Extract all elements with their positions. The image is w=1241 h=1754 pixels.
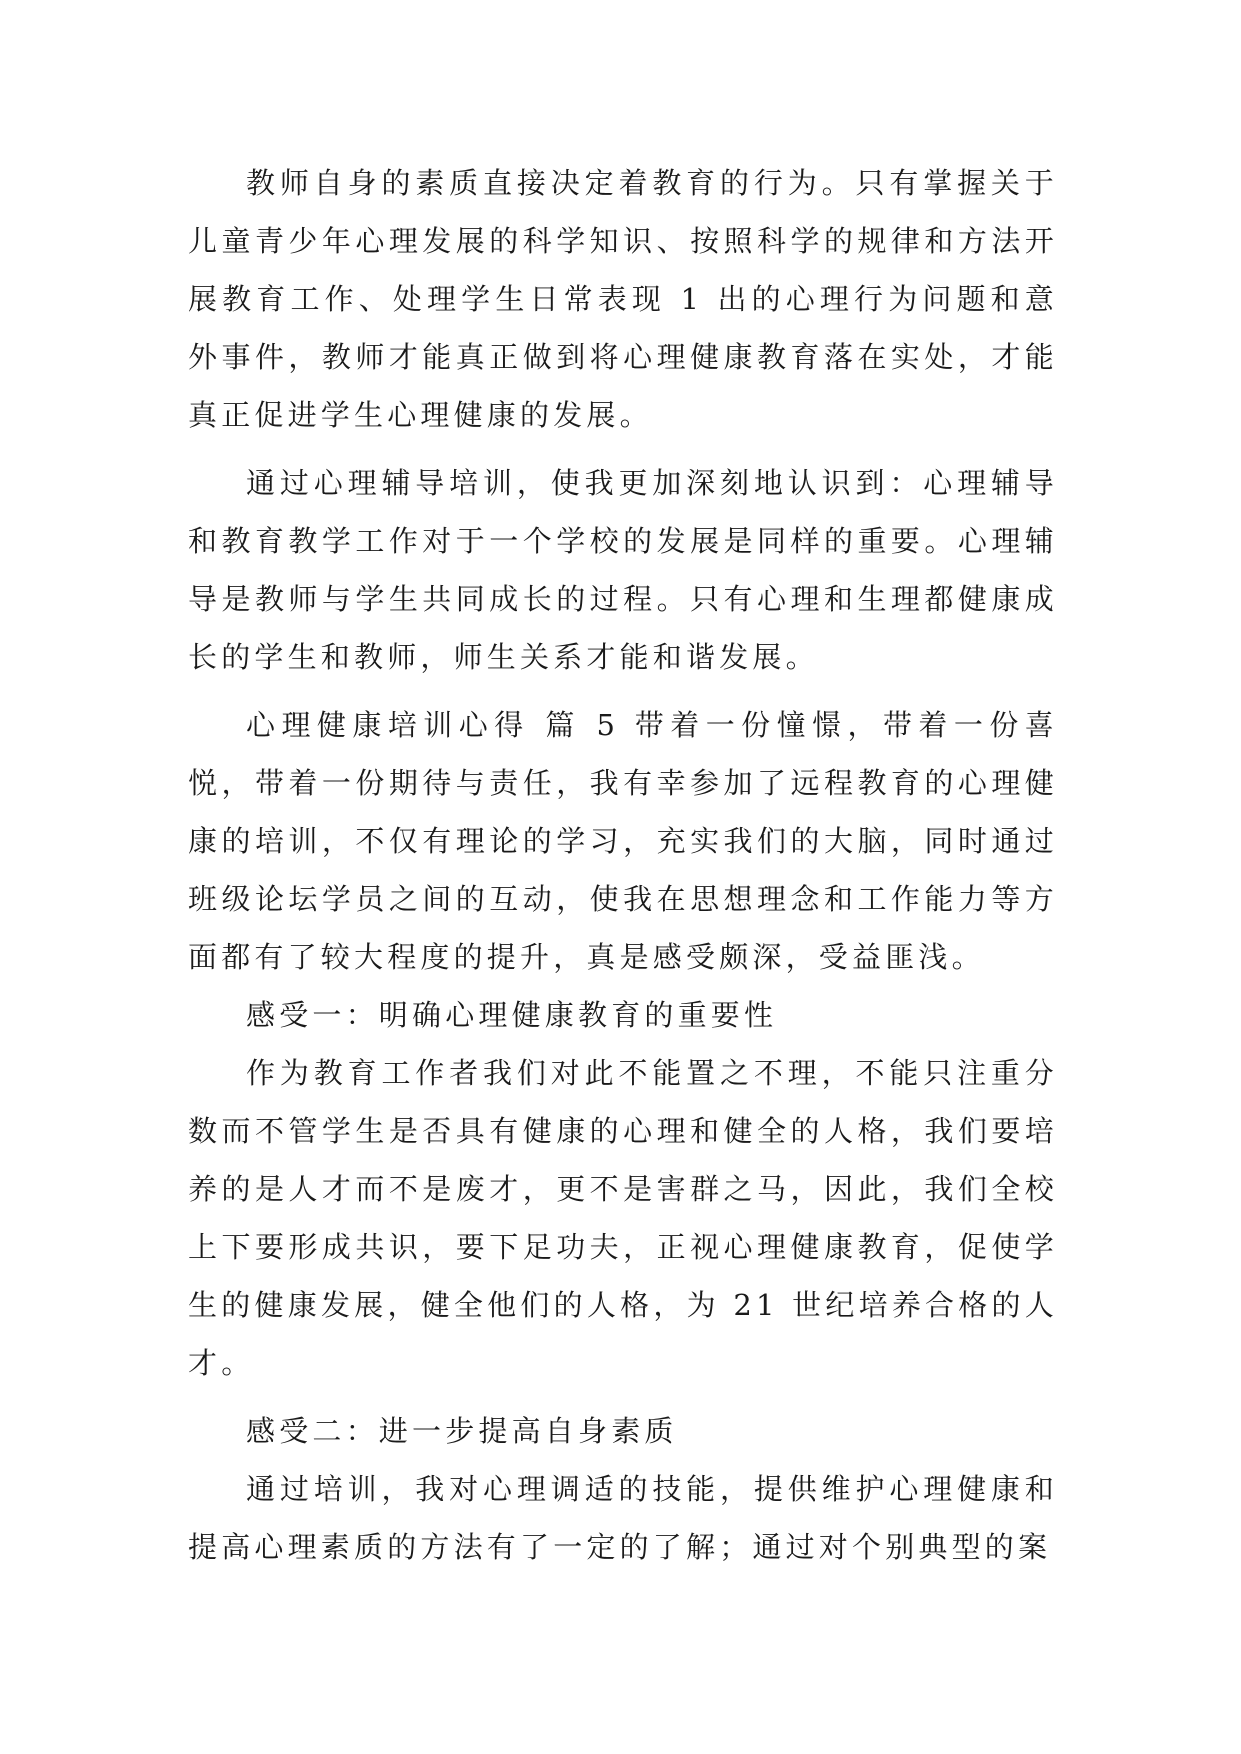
paragraph-counseling-training: 通过心理辅导培训，使我更加深刻地认识到：心理辅导和教育教学工作对于一个学校的发展是同样的重要。心理辅导是教师与学生共同成长的过程。只有心理和生理都健康成长的学生和教师，师生关系才能和谐发展。	[188, 466, 1058, 674]
heading-feeling-one: 感受一：明确心理健康教育的重要性	[246, 998, 778, 1032]
paragraph-feeling-one-body: 作为教育工作者我们对此不能置之不理，不能只注重分数而不管学生是否具有健康的心理和健全的人格，我们要培养的是人才而不是废才，更不是害群之马，因此，我们全校上下要形成共识，要下足功夫，正视心理健康教育，促使学生的健康发展，健全他们的人格，为 21 世纪培养合格的人才。	[188, 1056, 1058, 1380]
document-body	[188, 154, 1058, 1576]
paragraph-teacher-quality: 教师自身的素质直接决定着教育的行为。只有掌握关于儿童青少年心理发展的科学知识、按照科学的规律和方法开展教育工作、处理学生日常表现 1 出的心理行为问题和意外事件，教师才能真正做到将心理健康教育落在实处，才能真正促进学生心理健康的发展。	[188, 166, 1058, 432]
paragraph-section-5-intro: 心理健康培训心得 篇 5 带着一份憧憬，带着一份喜悦，带着一份期待与责任，我有幸参加了远程教育的心理健康的培训，不仅有理论的学习，充实我们的大脑，同时通过班级论坛学员之间的互动，使我在思想理念和工作能力等方面都有了较大程度的提升，真是感受颇深，受益匪浅。	[188, 708, 1058, 974]
heading-feeling-two: 感受二：进一步提高自身素质	[246, 1414, 678, 1448]
paragraph-feeling-two-body: 通过培训，我对心理调适的技能，提供维护心理健康和提高心理素质的方法有了一定的了解；通过对个别典型的案	[188, 1472, 1058, 1564]
